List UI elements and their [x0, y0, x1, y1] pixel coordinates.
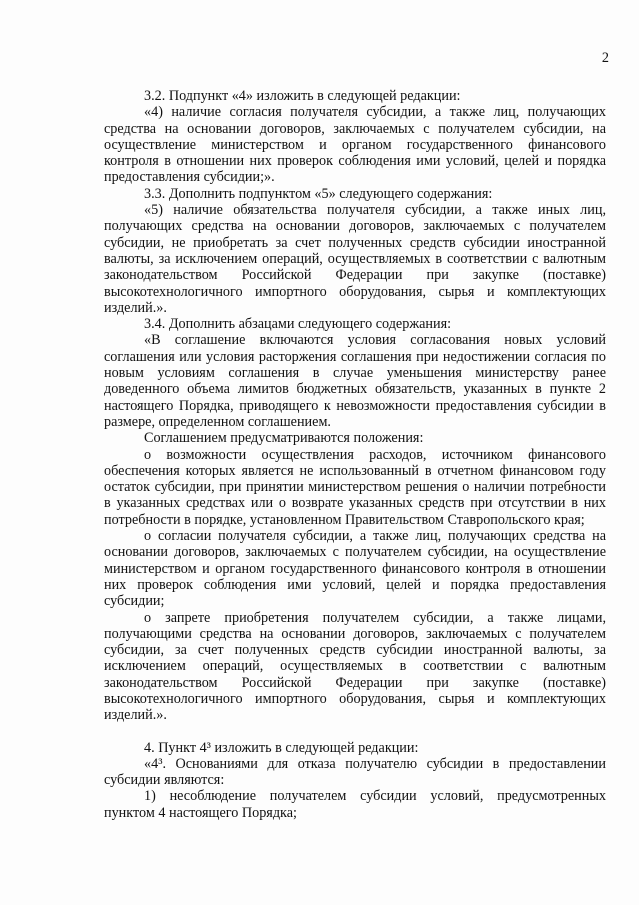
paragraph-refusal-ground-1: 1) несоблюдение получателем субсидии условий, предусмотренных пунктом 4 настоящего Порядка;	[104, 788, 606, 821]
paragraph-3-2-heading: 3.2. Подпункт «4» изложить в следующей редакции:	[144, 88, 461, 104]
paragraph-refusal-grounds: «4³. Основаниями для отказа получателю субсидии в предоставлении субсидии являются:	[104, 755, 606, 789]
paragraph-expense-possibility: о возможности осуществления расходов, источником финансового обеспечения которых является не использованный в отчетном финансовом году остаток субсидии, при принятии министерством решения о наличии потребности в указанных средствах или о возврате указанных средств при отсутствии в них потребности в порядке, установленном Правительством Ставропольского края;	[104, 446, 606, 528]
paragraph-subpoint-4: «4) наличие согласия получателя субсидии, а также лиц, получающих средства на основании договоров, заключаемых с получателем субсидии, на осуществление министерством и органом государственного финансового контроля в отношении них проверок соблюдения ими условий, целей и порядка предоставления субсидии;».	[104, 104, 606, 186]
document-body	[104, 88, 606, 821]
paragraph-agreement-conditions: «В соглашение включаются условия согласования новых условий соглашения или условия расторжения соглашения при недостижении согласия по новым условиям соглашения в случае уменьшения министерству ранее доведенного объема лимитов бюджетных обязательств, указанных в пункте 2 настоящего Порядка, приводящего к невозможности предоставления субсидии в размере, определенном соглашением.	[104, 332, 606, 430]
paragraph-subpoint-5: «5) наличие обязательства получателя субсидии, а также иных лиц, получающих средства на основании договоров, заключаемых с получателем субсидии, не приобретать за счет полученных средств субсидии иностранной валюты, за исключением операций, осуществляемых в соответствии с валютным законодательством Российской Федерации при закупке (поставке) высокотехнологичного импортного оборудования, сырья и комплектующих изделий.».	[104, 202, 606, 316]
paragraph-3-3-heading: 3.3. Дополнить подпунктом «5» следующего содержания:	[144, 185, 493, 202]
paragraph-3-4-heading: 3.4. Дополнить абзацами следующего содержания:	[144, 316, 452, 333]
page-number: 2	[601, 50, 609, 66]
paragraph-gap	[104, 724, 606, 740]
paragraph-agreement-provisions: Соглашением предусматриваются положения:	[144, 430, 424, 447]
paragraph-point-4-3-heading: 4. Пункт 4³ изложить в следующей редакции:	[144, 739, 419, 756]
paragraph-consent: о согласии получателя субсидии, а также лиц, получающих средства на основании договоров, заключаемых с получателем субсидии, на осуществление министерством и органом государственного финансового контроля в отношении них проверок соблюдения ими условий, целей и порядка предоставления субсидии;	[104, 528, 606, 610]
paragraph-currency-ban: о запрете приобретения получателем субсидии, а также лицами, получающими средства на основании договоров, заключаемых с получателем субсидии, за счет полученных средств субсидии иностранной валюты, за исключением операций, осуществляемых в соответствии с валютным законодательством Российской Федерации при закупке (поставке) высокотехнологичного импортного оборудования, сырья и комплектующих изделий.».	[104, 609, 606, 724]
